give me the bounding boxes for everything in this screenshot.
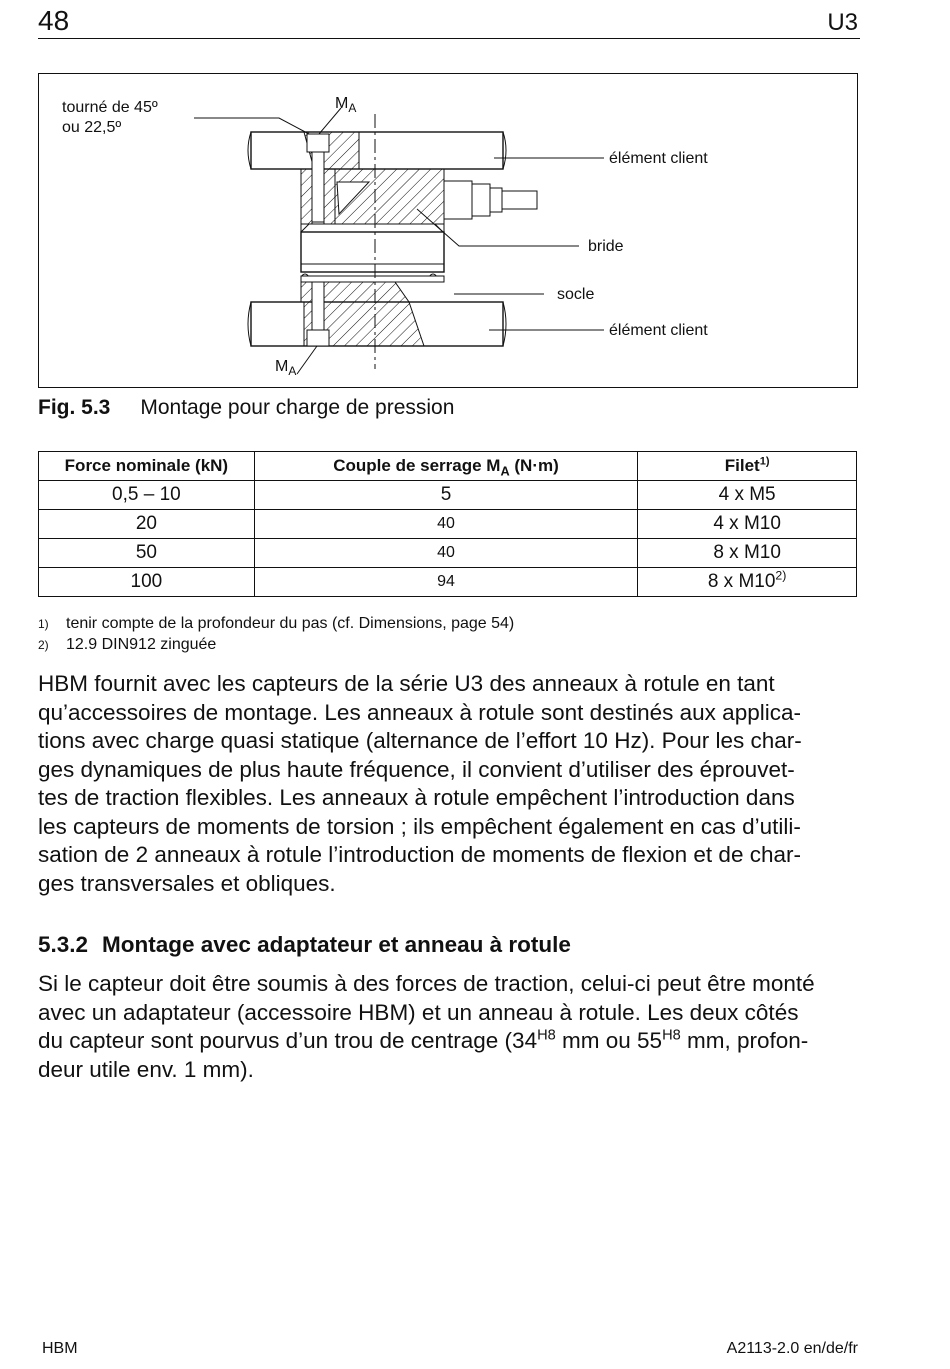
footnote-text: 12.9 DIN912 zinguée [66,636,217,653]
section-title: Montage avec adaptateur et anneau à rotule [102,932,571,957]
footnote-marker: 1) [38,617,49,631]
table-row [39,568,857,597]
paragraph-line: ges dynamiques de plus haute fréquence, il convient d’utiliser des éprouvet- [38,756,795,782]
torque-label-bottom: $M_A$ [275,358,297,378]
bride-label: bride [588,238,624,255]
cable-connector [444,181,537,219]
socle-label: socle [557,286,595,303]
header-section: U3 [827,9,858,36]
paragraph-1 [38,670,860,898]
paragraph-line: ges transversales et obliques. [38,870,336,896]
section-number: 5.3.2 [38,932,89,957]
paragraph-line: les capteurs de moments de torsion ; ils empêchent également en cas d’utili- [38,813,801,839]
top-client-element [248,132,506,169]
footer-left: HBM [42,1340,78,1357]
header-thread: Filet$^{1)}$ [638,452,857,481]
header-rule [38,38,860,39]
element-client-top-label: élément client [609,150,708,167]
bottom-client-element [248,302,506,346]
paragraph-line: sation de 2 anneaux à rotule l’introduction de moments de flexion et de char- [38,842,801,867]
figure-caption-text: Montage pour charge de pression [140,396,455,419]
torque-label-top: $M_A$ [335,95,357,115]
cell-torque: 40 [254,510,637,539]
table-row [39,510,857,539]
cell-thread: 8 x M10$^{2)}$ [638,568,857,597]
footnote-marker: 2) [38,638,49,652]
torque-table [38,451,857,597]
rotation-label-line1: tourné de 45º [62,99,158,116]
cell-force: 100 [39,568,255,597]
cell-thread: 4 x M5 [638,481,857,510]
page-number: 48 [38,5,70,36]
cell-thread: 8 x M10 [638,539,857,568]
cell-force: 50 [39,539,255,568]
footnote-1 [38,614,514,634]
paragraph-line: Si le capteur doit être soumis à des forces de traction, celui-ci peut être monté [38,971,815,996]
cell-torque: 94 [254,568,637,597]
paragraph-line: tions avec charge quasi statique (alternance de l’effort 10 Hz). Pour les char- [38,728,802,753]
cell-thread: 4 x M10 [638,510,857,539]
footnote-2 [38,635,216,655]
paragraph-line: deur utile env. 1 mm). [38,1056,254,1082]
figure-caption [38,394,454,422]
cell-torque: 40 [254,539,637,568]
footnote-text: tenir compte de la profondeur du pas (cf. Dimensions, page 54) [66,615,515,632]
header-torque: Couple de serrage $M_A$ (N·m) [254,452,637,481]
section-heading [38,930,571,960]
header-force: Force nominale (kN) [39,452,255,481]
table-row [39,539,857,568]
paragraph-line: du capteur sont pourvus d’un trou de centrage ($34^{H8}$ mm ou $55^{H8}$ mm, profon- [38,1027,809,1053]
cell-force: 0,5 – 10 [39,481,255,510]
paragraph-line: HBM fournit avec les capteurs de la série U3 des anneaux à rotule en tant [38,671,775,696]
cell-torque: 5 [254,481,637,510]
paragraph-line: tes de traction flexibles. Les anneaux à rotule empêchent l’introduction dans [38,785,795,810]
cell-force: 20 [39,510,255,539]
paragraph-line: qu’accessoires de montage. Les anneaux à rotule sont destinés aux applica- [38,699,801,725]
paragraph-line: avec un adaptateur (accessoire HBM) et un anneau à rotule. Les deux côtés [38,999,799,1025]
mounting-diagram [39,74,857,387]
paragraph-2 [38,970,860,1084]
table-header-row [39,452,857,481]
figure-caption-number: Fig. 5.3 [38,396,111,419]
table-row [39,481,857,510]
element-client-bottom-label: élément client [609,322,708,339]
footer-right: A2113-2.0 en/de/fr [726,1340,858,1357]
figure-frame [38,73,858,388]
rotation-label-line2: ou 22,5º [62,119,122,136]
